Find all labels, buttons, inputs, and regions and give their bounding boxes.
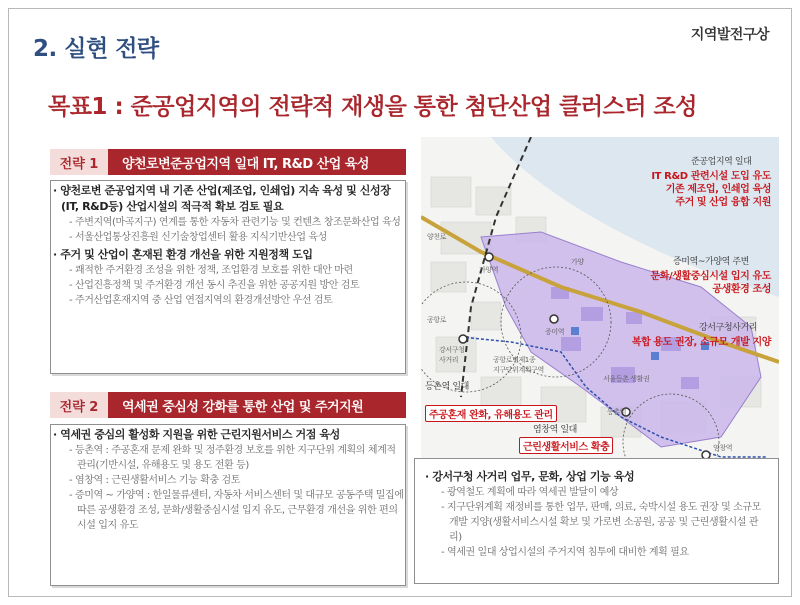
brand-label: 지역발전구상 xyxy=(690,27,769,43)
map-station-deungchon: 등촌역 xyxy=(607,408,627,416)
map-gangseo-office: 강서구청 사거리 xyxy=(439,346,465,364)
strategy1-subpoint: - 서울산업통상진흥원 신기술창업센터 활용 지식기반산업 육성 xyxy=(51,230,405,245)
map-label-area2: 증미역~가양역 주변 xyxy=(673,257,749,267)
section-title: 2. 실현 전략 xyxy=(33,36,159,62)
map-callout-5: 근린생활서비스 확충 xyxy=(519,437,613,454)
strategy1-subpoint: - 주변지역(마곡지구) 연계를 통한 자동차 관련기능 및 컨텐츠 창조문화산업 육성 xyxy=(51,215,405,230)
map-district-plan: 공항로변제1종 지구단위계획구역 xyxy=(493,356,544,374)
map-info-subpoint: - 역세권 일대 상업시설의 주거지역 침투에 대비한 계획 필요 xyxy=(423,545,770,560)
map-callout-1: IT R&D 관련시설 도입 유도 기존 제조업, 인쇄업 육성 주거 및 산업 융합 지원 xyxy=(651,171,771,208)
map-road-label: 양천로 xyxy=(427,233,447,241)
map-callout-4: 주공혼재 완화, 유해용도 관리 xyxy=(425,405,557,422)
map-callout-2: 문화/생활중심시설 입지 유도 공생환경 조성 xyxy=(650,271,771,295)
strategy1-tag: 전략 1 xyxy=(50,149,108,175)
strategy1-point: · 주거 및 산업이 혼재된 환경 개선을 위한 지원정책 도입 xyxy=(51,247,405,263)
strategy1-title: 양천로변준공업지역 일대 IT, R&D 산업 육성 xyxy=(108,149,406,175)
goal-title: 목표1 : 준공업지역의 전략적 재생을 통한 첨단산업 클러스터 조성 xyxy=(48,94,697,120)
map-label-area1: 준공업지역 일대 xyxy=(691,157,752,167)
strategy1-header xyxy=(50,149,406,175)
map-deungchon-area: 서울등촌 생활권 xyxy=(603,375,650,383)
map-station-gayang: 가양역 xyxy=(479,266,499,274)
map-station-yeomchang: 염창역 xyxy=(713,444,733,452)
map-info-subpoint: - 광역철도 계획에 따라 역세권 발달이 예상 xyxy=(423,485,770,500)
strategy1-list xyxy=(51,183,405,308)
map-label-area4: 등촌역 일대 xyxy=(425,382,469,392)
map-info-subpoint: - 지구단위계획 재정비를 통한 업무, 판매, 의료, 숙박시설 용도 권장 및 소규모 개발 지양(생활서비스시설 확보 및 가로변 소공원, 공공 및 근린생활시설 관리) xyxy=(423,500,770,545)
strategy2-subpoint: - 증미역 ~ 가양역 : 한일물류센터, 자동차 서비스센터 및 대규모 공동주택 밀집에 따른 공생환경 조성, 문화/생활중심시설 입지 유도, 근무환경 개선을 위한 편의시설 입지 유도 xyxy=(51,488,405,533)
strategy1-subpoint: - 산업진흥정책 및 주거환경 개선 동시 추진을 위한 공공지원 방안 검토 xyxy=(51,278,405,293)
map-info-box xyxy=(414,458,779,584)
strategy2-list xyxy=(51,427,405,533)
map-callout-3: 복합 용도 권장, 소규모 개발 지양 xyxy=(631,337,771,348)
site-map xyxy=(421,137,779,468)
map-station-jeungmi: 증미역 xyxy=(545,328,565,336)
strategy1-point: · 양천로변 준공업지역 내 기존 산업(제조업, 인쇄업) 지속 육성 및 신성장(IT, R&D등) 산업시설의 적극적 확보 검토 필요 xyxy=(51,183,405,215)
map-info-point: · 강서구청 사거리 업무, 문화, 상업 기능 육성 xyxy=(423,469,770,485)
strategy2-subpoint: - 염창역 : 근린생활서비스 기능 확충 검토 xyxy=(51,473,405,488)
strategy2-header xyxy=(50,392,406,418)
strategy1-subpoint: - 주거산업혼재지역 중 산업 연접지역의 환경개선방안 우선 검토 xyxy=(51,293,405,308)
map-gayang-area: 가양 xyxy=(571,258,584,266)
strategy2-point: · 역세권 중심의 활성화 지원을 위한 근린지원서비스 거점 육성 xyxy=(51,427,405,443)
map-info-list xyxy=(415,459,778,566)
strategy2-tag: 전략 2 xyxy=(50,392,108,418)
strategy2-box xyxy=(50,424,406,586)
strategy2-title: 역세권 중심성 강화를 통한 산업 및 주거지원 xyxy=(108,392,406,418)
map-label-area5: 염창역 일대 xyxy=(533,425,577,435)
map-gonghang-road: 공항로 xyxy=(427,316,447,324)
strategy1-box xyxy=(50,180,406,374)
strategy1-subpoint: - 쾌적한 주거환경 조성을 위한 정책, 조업환경 보호를 위한 대안 마련 xyxy=(51,263,405,278)
map-label-area3: 강서구청사거리 xyxy=(699,323,758,333)
strategy2-subpoint: - 등촌역 : 주공혼재 문제 완화 및 정주환경 보호를 위한 지구단위 계획의 체계적 관리(기반시설, 유해용도 및 용도 전환 등) xyxy=(51,443,405,473)
